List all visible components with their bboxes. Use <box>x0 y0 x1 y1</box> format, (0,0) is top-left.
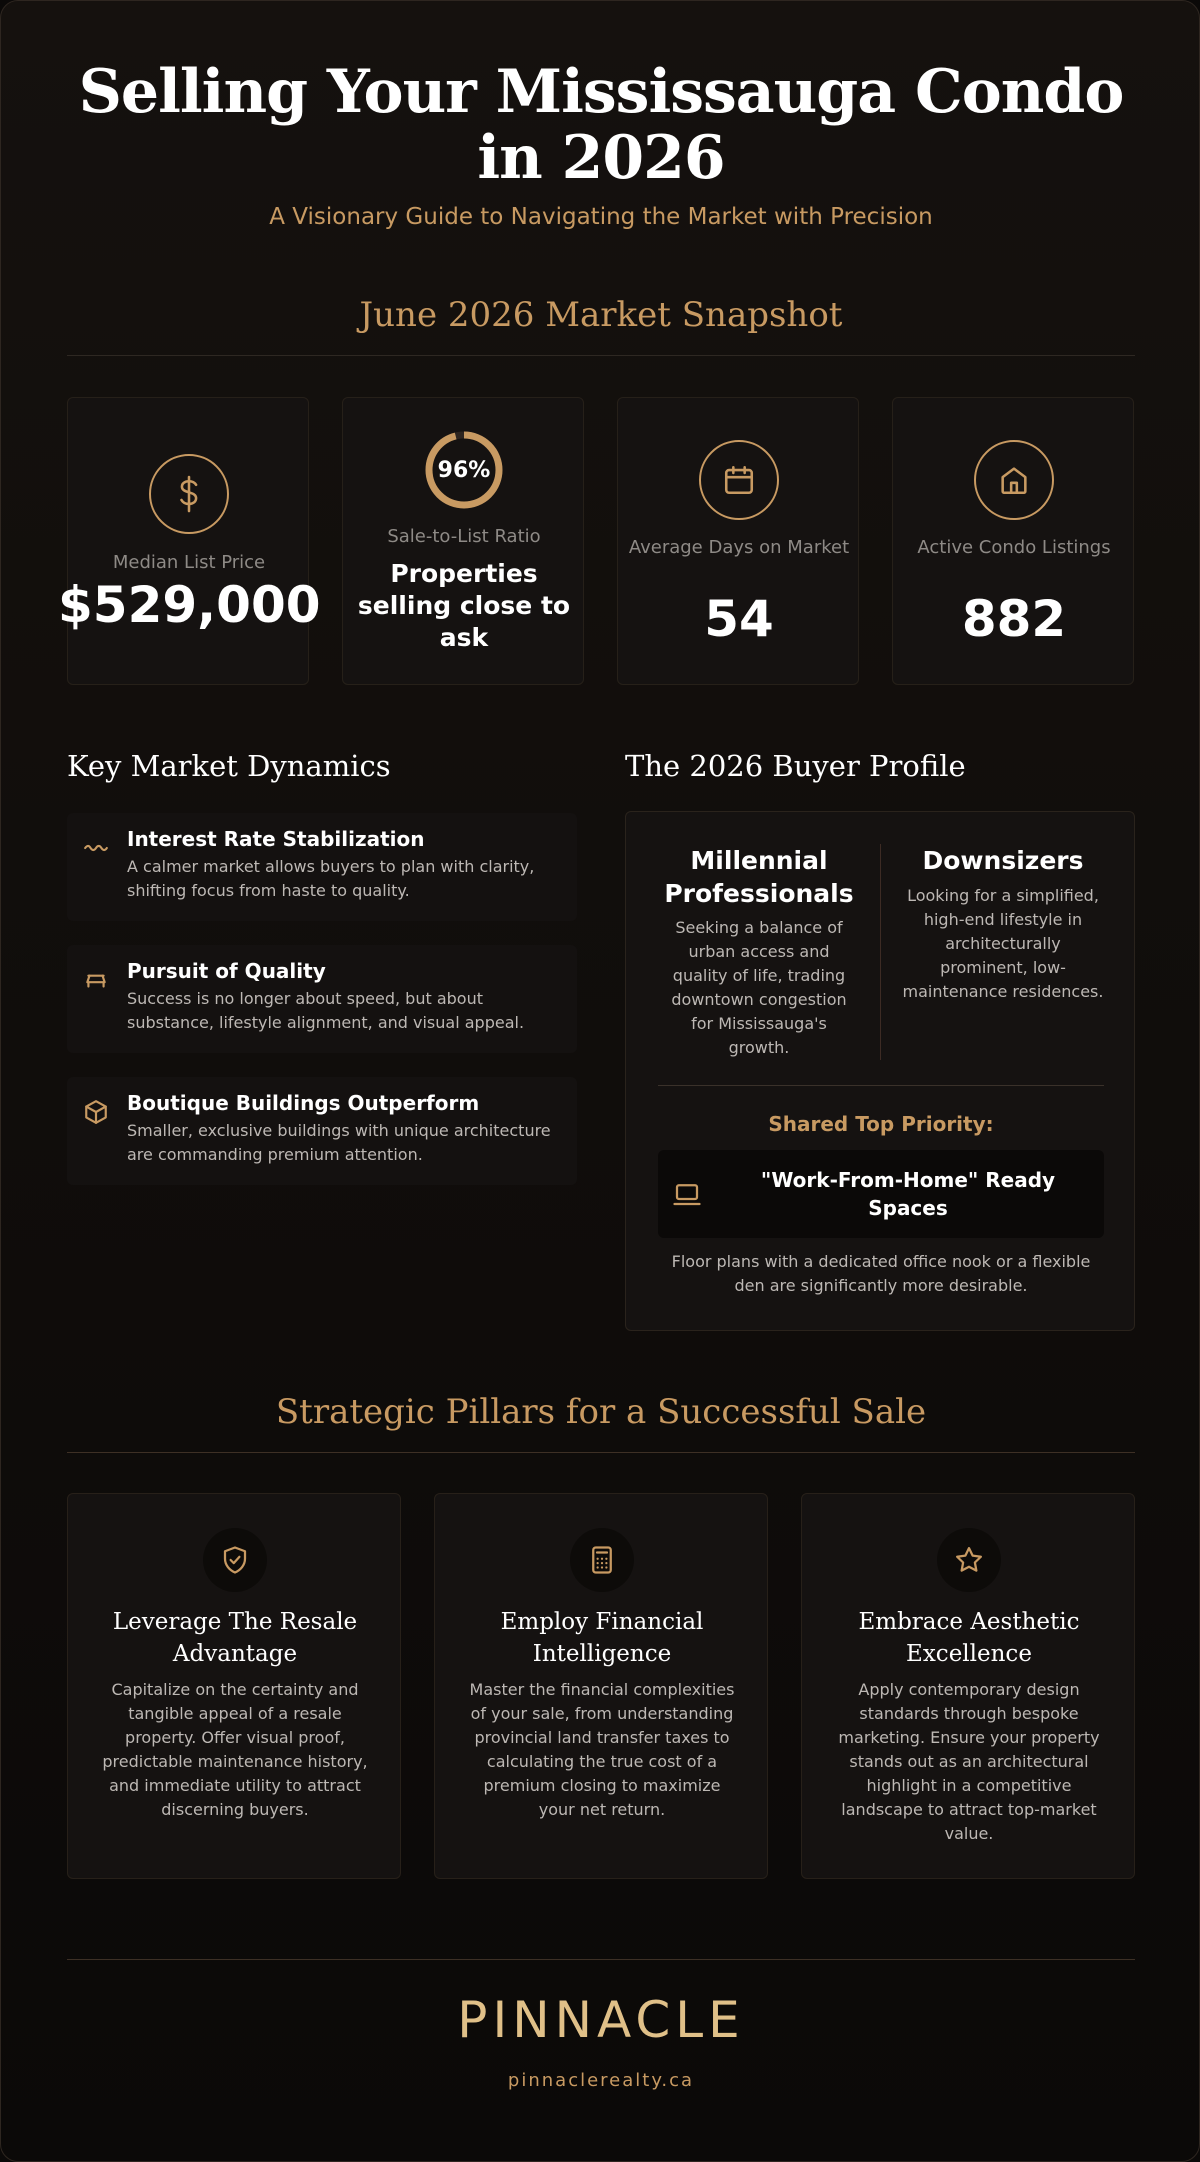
dollar-icon <box>149 454 229 534</box>
pillar-desc: Capitalize on the certainty and tangible appeal of a resale property. Offer visual proof, predictable maintenance history, and immediate utility to attract discerning buyers. <box>102 1680 368 1819</box>
home-icon <box>974 440 1054 520</box>
pillars-divider <box>67 1452 1135 1453</box>
buyer-group-title: Downsizers <box>922 846 1084 875</box>
wave-icon <box>83 835 109 861</box>
website-link[interactable]: pinnaclerealty.ca <box>507 2070 695 2091</box>
snapshot-divider <box>67 355 1135 356</box>
stat-value: 882 <box>961 590 1067 648</box>
pillars-title: Strategic Pillars for a Successful Sale <box>275 1392 927 1432</box>
calculator-icon <box>570 1528 634 1592</box>
dynamics-item-desc: A calmer market allows buyers to plan with clarity, shifting focus from haste to quality. <box>127 857 535 900</box>
priority-note: Floor plans with a dedicated office nook or a flexible den are significantly more desirable. <box>671 1252 1091 1295</box>
dynamics-title: Key Market Dynamics <box>67 749 391 783</box>
pillar-card-financial <box>434 1493 768 1879</box>
snapshot-title: June 2026 Market Snapshot <box>359 295 843 335</box>
stat-card-sale-to-list <box>342 397 584 685</box>
page-title: Selling Your Mississauga Condo in 2026 <box>78 57 1124 193</box>
pillar-title: Embrace Aesthetic Excellence <box>858 1609 1080 1667</box>
pillar-card-resale <box>67 1493 401 1879</box>
pillar-card-aesthetic <box>801 1493 1135 1879</box>
stat-text: Properties selling close to ask <box>357 559 571 652</box>
ratio-ring <box>424 430 504 510</box>
dynamics-item-title: Boutique Buildings Outperform <box>127 1091 480 1115</box>
box-icon <box>83 1099 109 1125</box>
stat-value: $529,000 <box>58 576 321 634</box>
dynamics-item-quality <box>67 945 577 1053</box>
stat-label: Sale-to-List Ratio <box>387 526 541 547</box>
buyer-divider-vertical <box>880 844 881 1060</box>
page-subtitle: A Visionary Guide to Navigating the Market with Precision <box>269 204 933 230</box>
stat-card-median-price <box>58 397 321 685</box>
dynamics-item-interest-rate <box>67 813 577 921</box>
stat-label: Active Condo Listings <box>917 537 1111 558</box>
dynamics-item-boutique <box>67 1077 577 1185</box>
ratio-ring-label: 96% <box>437 457 491 483</box>
calendar-icon <box>699 440 779 520</box>
stat-label: Average Days on Market <box>628 537 850 558</box>
shield-check-icon <box>203 1528 267 1592</box>
buyer-group-desc: Looking for a simplified, high-end lifestyle in architecturally prominent, low-maintenance residences. <box>902 886 1104 1001</box>
dynamics-item-title: Pursuit of Quality <box>127 959 326 983</box>
pillar-desc: Master the financial complexities of your sale, from understanding provincial land transfer taxes to calculating the true cost of a premium closing to maximize your net return. <box>469 1680 735 1819</box>
laptop-icon <box>672 1180 702 1208</box>
stat-card-active-listings <box>892 397 1134 685</box>
stat-label: Median List Price <box>112 552 266 573</box>
pinnacle-logo: PINNACLE <box>457 1991 745 2049</box>
buyer-divider-horizontal <box>658 1085 1104 1086</box>
priority-box <box>658 1150 1104 1238</box>
stat-card-days-on-market <box>617 397 859 685</box>
pillar-title: Leverage The Resale Advantage <box>112 1609 358 1667</box>
dynamics-item-desc: Success is no longer about speed, but about substance, lifestyle alignment, and visual appeal. <box>127 989 525 1032</box>
buyer-group-title: Millennial Professionals <box>664 846 854 908</box>
dynamics-item-desc: Smaller, exclusive buildings with unique architecture are commanding premium attention. <box>127 1121 551 1164</box>
shared-priority-label: Shared Top Priority: <box>768 1112 994 1136</box>
pillar-title: Employ Financial Intelligence <box>500 1609 704 1667</box>
buyer-title: The 2026 Buyer Profile <box>625 749 966 783</box>
buyer-profile-panel <box>625 811 1135 1331</box>
sofa-icon <box>83 967 109 993</box>
star-icon <box>937 1528 1001 1592</box>
priority-text: "Work-From-Home" Ready Spaces <box>760 1168 1056 1220</box>
stat-value: 54 <box>704 590 774 648</box>
buyer-group-desc: Seeking a balance of urban access and quality of life, trading downtown congestion for Mississauga's growth. <box>671 918 847 1057</box>
footer-divider <box>67 1959 1135 1960</box>
dynamics-item-title: Interest Rate Stabilization <box>127 827 425 851</box>
pillar-desc: Apply contemporary design standards through bespoke marketing. Ensure your property stands out as an architectural highlight in a competitive landscape to attract top-market value. <box>838 1680 1100 1843</box>
